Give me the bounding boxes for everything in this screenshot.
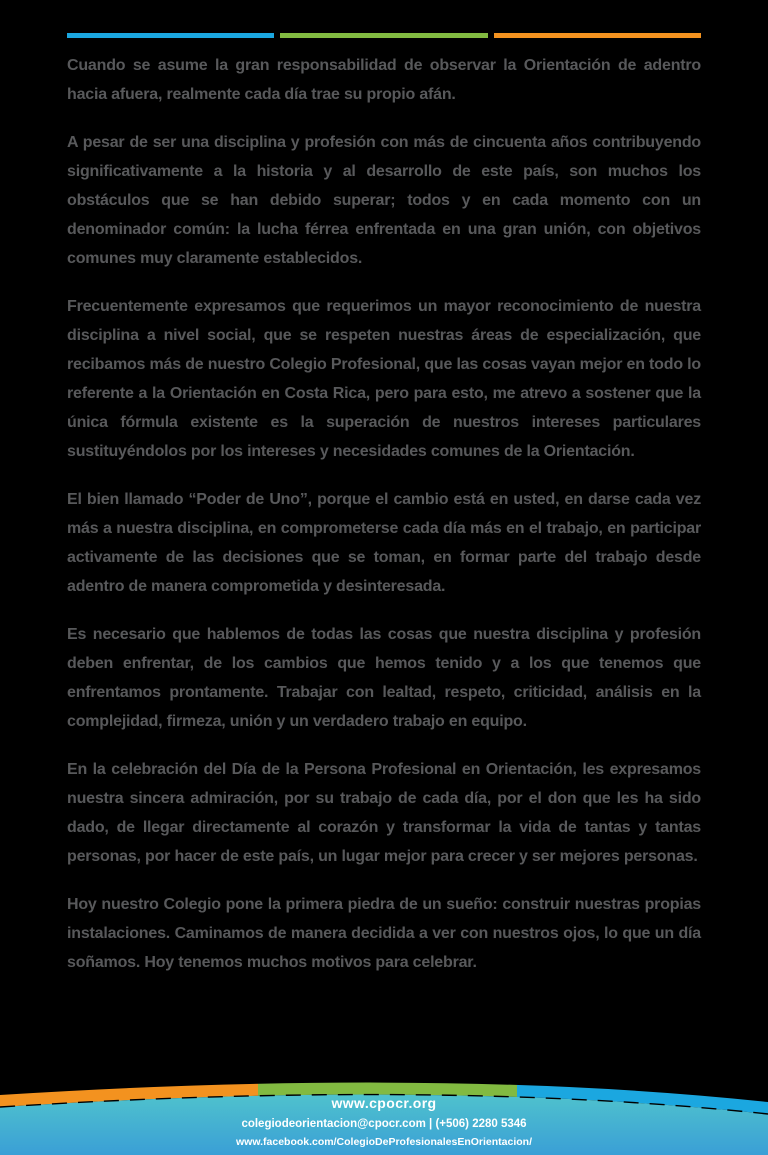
footer-email-phone[interactable]: colegiodeorientacion@cpocr.com | (+506) 2280 5346 [241,1118,527,1130]
page-footer [0,1070,768,1155]
header-divider-bars [67,33,701,38]
paragraph-6: En la celebración del Día de la Persona Profesional en Orientación, les expresamos nuestra sincera admiración, por su trabajo de cada día, por el don que les ha sido dado, de llegar directamente al corazón y transformar la vida de tantas y tantas personas, por hacer de este país, un lugar mejor para crecer y ser mejores personas. [67,761,701,865]
paragraph-7: Hoy nuestro Colegio pone la primera piedra de un sueño: construir nuestras propias instalaciones. Caminamos de manera decidida a ver con nuestros ojos, lo que un día soñamos. Hoy tenemos muchos motivos para celebrar. [67,896,701,971]
paragraph-5: Es necesario que hablemos de todas las cosas que nuestra disciplina y profesión deben enfrentar, de los cambios que hemos tenido y a los que tenemos que enfrentamos prontamente. Trabajar con lealtad, respeto, criticidad, análisis en la complejidad, firmeza, unión y un verdadero trabajo en equipo. [67,626,701,730]
paragraph-1: Cuando se asume la gran responsabilidad de observar la Orientación de adentro hacia afuera, realmente cada día trae su propio afán. [67,57,701,103]
footer-contact-block [0,1095,768,1148]
divider-bar-blue [67,33,274,38]
paragraph-2: A pesar de ser una disciplina y profesión con más de cincuenta años contribuyendo significativamente a la historia y al desarrollo de este país, son muchos los obstáculos que se han debido superar; todos y en cada momento con un denominador común: la lucha férrea enfrentada en una gran unión, con objetivos comunes muy claramente establecidos. [67,134,701,267]
paragraph-3: Frecuentemente expresamos que requerimos un mayor reconocimiento de nuestra disciplina a nivel social, que se respeten nuestras áreas de especialización, que recibamos más de nuestro Colegio Profesional, que las cosas vayan mejor en todo lo referente a la Orientación en Costa Rica, pero para esto, me atrevo a sostener que la única fórmula existente es la superación de nuestros intereses particulares sustituyéndolos por los intereses y necesidades comunes de la Orientación. [67,298,701,460]
footer-facebook-link[interactable]: www.facebook.com/ColegioDeProfesionalesEnOrientacion/ [235,1136,532,1148]
footer-website-link[interactable]: www.cpocr.org [331,1095,437,1111]
divider-bar-green [280,33,487,38]
article-body [67,51,701,996]
divider-bar-orange [494,33,701,38]
paragraph-4: El bien llamado “Poder de Uno”, porque el cambio está en usted, en darse cada vez más a nuestra disciplina, en comprometerse cada día más en el trabajo, en participar activamente de las decisiones que se toman, en formar parte del trabajo desde adentro de manera comprometida y desinteresada. [67,491,701,595]
